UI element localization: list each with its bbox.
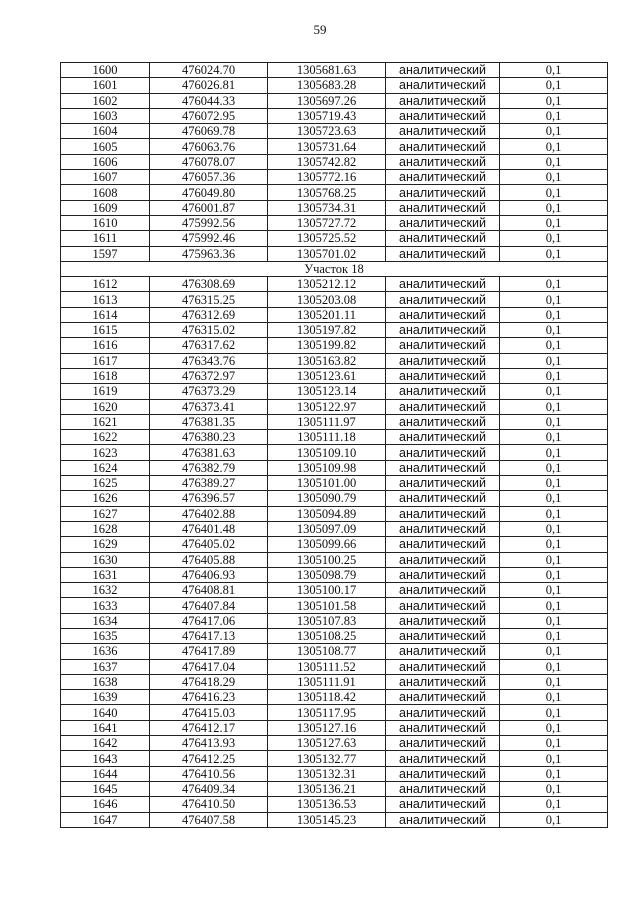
y-coordinate-cell: 1305118.42	[268, 690, 386, 705]
method-cell: аналитический	[386, 674, 500, 689]
method-cell: аналитический	[386, 521, 500, 536]
x-coordinate-cell: 476315.02	[150, 323, 268, 338]
point-number-cell: 1604	[61, 124, 150, 139]
accuracy-cell: 0,1	[500, 78, 608, 93]
accuracy-cell: 0,1	[500, 766, 608, 781]
point-number-cell: 1643	[61, 751, 150, 766]
x-coordinate-cell: 476417.89	[150, 644, 268, 659]
table-row	[61, 185, 608, 200]
x-coordinate-cell: 476026.81	[150, 78, 268, 93]
table-row	[61, 812, 608, 827]
accuracy-cell: 0,1	[500, 445, 608, 460]
coordinates-table	[60, 62, 608, 828]
y-coordinate-cell: 1305719.43	[268, 108, 386, 123]
accuracy-cell: 0,1	[500, 338, 608, 353]
table-row	[61, 583, 608, 598]
x-coordinate-cell: 476412.17	[150, 720, 268, 735]
y-coordinate-cell: 1305108.77	[268, 644, 386, 659]
y-coordinate-cell: 1305212.12	[268, 277, 386, 292]
accuracy-cell: 0,1	[500, 812, 608, 827]
y-coordinate-cell: 1305108.25	[268, 628, 386, 643]
point-number-cell: 1642	[61, 736, 150, 751]
method-cell: аналитический	[386, 537, 500, 552]
method-cell: аналитический	[386, 384, 500, 399]
accuracy-cell: 0,1	[500, 583, 608, 598]
y-coordinate-cell: 1305197.82	[268, 323, 386, 338]
method-cell: аналитический	[386, 491, 500, 506]
accuracy-cell: 0,1	[500, 751, 608, 766]
point-number-cell: 1602	[61, 93, 150, 108]
y-coordinate-cell: 1305201.11	[268, 307, 386, 322]
method-cell: аналитический	[386, 567, 500, 582]
table-row	[61, 277, 608, 292]
point-number-cell: 1630	[61, 552, 150, 567]
section-row	[61, 261, 608, 276]
point-number-cell: 1621	[61, 414, 150, 429]
table-row	[61, 307, 608, 322]
method-cell: аналитический	[386, 139, 500, 154]
y-coordinate-cell: 1305163.82	[268, 353, 386, 368]
point-number-cell: 1628	[61, 521, 150, 536]
x-coordinate-cell: 476410.56	[150, 766, 268, 781]
x-coordinate-cell: 476409.34	[150, 781, 268, 796]
y-coordinate-cell: 1305101.58	[268, 598, 386, 613]
table-row	[61, 445, 608, 460]
point-number-cell: 1620	[61, 399, 150, 414]
y-coordinate-cell: 1305734.31	[268, 200, 386, 215]
y-coordinate-cell: 1305109.10	[268, 445, 386, 460]
table-row	[61, 567, 608, 582]
x-coordinate-cell: 476407.58	[150, 812, 268, 827]
method-cell: аналитический	[386, 124, 500, 139]
accuracy-cell: 0,1	[500, 659, 608, 674]
accuracy-cell: 0,1	[500, 521, 608, 536]
table-row	[61, 705, 608, 720]
accuracy-cell: 0,1	[500, 154, 608, 169]
method-cell: аналитический	[386, 476, 500, 491]
y-coordinate-cell: 1305107.83	[268, 613, 386, 628]
x-coordinate-cell: 476401.48	[150, 521, 268, 536]
y-coordinate-cell: 1305145.23	[268, 812, 386, 827]
x-coordinate-cell: 476069.78	[150, 124, 268, 139]
point-number-cell: 1631	[61, 567, 150, 582]
coordinates-table-body	[61, 63, 608, 828]
table-row	[61, 231, 608, 246]
accuracy-cell: 0,1	[500, 720, 608, 735]
table-row	[61, 736, 608, 751]
accuracy-cell: 0,1	[500, 567, 608, 582]
method-cell: аналитический	[386, 736, 500, 751]
y-coordinate-cell: 1305203.08	[268, 292, 386, 307]
point-number-cell: 1597	[61, 246, 150, 261]
accuracy-cell: 0,1	[500, 353, 608, 368]
y-coordinate-cell: 1305101.00	[268, 476, 386, 491]
x-coordinate-cell: 476417.13	[150, 628, 268, 643]
point-number-cell: 1641	[61, 720, 150, 735]
method-cell: аналитический	[386, 598, 500, 613]
accuracy-cell: 0,1	[500, 690, 608, 705]
x-coordinate-cell: 476078.07	[150, 154, 268, 169]
table-row	[61, 751, 608, 766]
table-row	[61, 781, 608, 796]
point-number-cell: 1615	[61, 323, 150, 338]
point-number-cell: 1605	[61, 139, 150, 154]
section-title: Участок 18	[61, 261, 608, 276]
method-cell: аналитический	[386, 78, 500, 93]
point-number-cell: 1607	[61, 170, 150, 185]
y-coordinate-cell: 1305111.97	[268, 414, 386, 429]
point-number-cell: 1612	[61, 277, 150, 292]
accuracy-cell: 0,1	[500, 506, 608, 521]
x-coordinate-cell: 476402.88	[150, 506, 268, 521]
point-number-cell: 1616	[61, 338, 150, 353]
point-number-cell: 1646	[61, 797, 150, 812]
table-row	[61, 414, 608, 429]
accuracy-cell: 0,1	[500, 460, 608, 475]
table-row	[61, 215, 608, 230]
method-cell: аналитический	[386, 705, 500, 720]
y-coordinate-cell: 1305127.63	[268, 736, 386, 751]
method-cell: аналитический	[386, 200, 500, 215]
accuracy-cell: 0,1	[500, 63, 608, 78]
method-cell: аналитический	[386, 812, 500, 827]
method-cell: аналитический	[386, 506, 500, 521]
method-cell: аналитический	[386, 751, 500, 766]
x-coordinate-cell: 476405.88	[150, 552, 268, 567]
table-row	[61, 797, 608, 812]
y-coordinate-cell: 1305100.17	[268, 583, 386, 598]
x-coordinate-cell: 476343.76	[150, 353, 268, 368]
y-coordinate-cell: 1305111.91	[268, 674, 386, 689]
method-cell: аналитический	[386, 307, 500, 322]
y-coordinate-cell: 1305725.52	[268, 231, 386, 246]
accuracy-cell: 0,1	[500, 323, 608, 338]
x-coordinate-cell: 476049.80	[150, 185, 268, 200]
y-coordinate-cell: 1305099.66	[268, 537, 386, 552]
accuracy-cell: 0,1	[500, 537, 608, 552]
point-number-cell: 1603	[61, 108, 150, 123]
point-number-cell: 1626	[61, 491, 150, 506]
x-coordinate-cell: 476373.41	[150, 399, 268, 414]
table-row	[61, 323, 608, 338]
x-coordinate-cell: 476418.29	[150, 674, 268, 689]
accuracy-cell: 0,1	[500, 430, 608, 445]
method-cell: аналитический	[386, 108, 500, 123]
y-coordinate-cell: 1305097.09	[268, 521, 386, 536]
table-row	[61, 674, 608, 689]
point-number-cell: 1606	[61, 154, 150, 169]
y-coordinate-cell: 1305199.82	[268, 338, 386, 353]
point-number-cell: 1632	[61, 583, 150, 598]
y-coordinate-cell: 1305094.89	[268, 506, 386, 521]
method-cell: аналитический	[386, 185, 500, 200]
table-row	[61, 246, 608, 261]
x-coordinate-cell: 475992.46	[150, 231, 268, 246]
x-coordinate-cell: 476072.95	[150, 108, 268, 123]
y-coordinate-cell: 1305723.63	[268, 124, 386, 139]
method-cell: аналитический	[386, 690, 500, 705]
point-number-cell: 1619	[61, 384, 150, 399]
method-cell: аналитический	[386, 323, 500, 338]
y-coordinate-cell: 1305701.02	[268, 246, 386, 261]
y-coordinate-cell: 1305132.31	[268, 766, 386, 781]
method-cell: аналитический	[386, 644, 500, 659]
x-coordinate-cell: 476044.33	[150, 93, 268, 108]
x-coordinate-cell: 476312.69	[150, 307, 268, 322]
table-row	[61, 368, 608, 383]
table-row	[61, 690, 608, 705]
accuracy-cell: 0,1	[500, 231, 608, 246]
y-coordinate-cell: 1305683.28	[268, 78, 386, 93]
x-coordinate-cell: 476412.25	[150, 751, 268, 766]
method-cell: аналитический	[386, 170, 500, 185]
x-coordinate-cell: 476413.93	[150, 736, 268, 751]
x-coordinate-cell: 476417.04	[150, 659, 268, 674]
method-cell: аналитический	[386, 215, 500, 230]
method-cell: аналитический	[386, 628, 500, 643]
method-cell: аналитический	[386, 277, 500, 292]
table-row	[61, 644, 608, 659]
table-row	[61, 720, 608, 735]
table-row	[61, 552, 608, 567]
table-row	[61, 63, 608, 78]
accuracy-cell: 0,1	[500, 705, 608, 720]
x-coordinate-cell: 476407.84	[150, 598, 268, 613]
table-row	[61, 537, 608, 552]
method-cell: аналитический	[386, 460, 500, 475]
method-cell: аналитический	[386, 720, 500, 735]
y-coordinate-cell: 1305100.25	[268, 552, 386, 567]
table-row	[61, 78, 608, 93]
accuracy-cell: 0,1	[500, 736, 608, 751]
method-cell: аналитический	[386, 154, 500, 169]
point-number-cell: 1639	[61, 690, 150, 705]
accuracy-cell: 0,1	[500, 414, 608, 429]
accuracy-cell: 0,1	[500, 124, 608, 139]
method-cell: аналитический	[386, 368, 500, 383]
accuracy-cell: 0,1	[500, 277, 608, 292]
table-row	[61, 430, 608, 445]
point-number-cell: 1645	[61, 781, 150, 796]
y-coordinate-cell: 1305772.16	[268, 170, 386, 185]
x-coordinate-cell: 475963.36	[150, 246, 268, 261]
table-row	[61, 384, 608, 399]
table-row	[61, 628, 608, 643]
table-row	[61, 170, 608, 185]
y-coordinate-cell: 1305681.63	[268, 63, 386, 78]
x-coordinate-cell: 476408.81	[150, 583, 268, 598]
table-row	[61, 506, 608, 521]
method-cell: аналитический	[386, 659, 500, 674]
point-number-cell: 1635	[61, 628, 150, 643]
x-coordinate-cell: 476415.03	[150, 705, 268, 720]
page-number: 59	[313, 22, 327, 37]
point-number-cell: 1610	[61, 215, 150, 230]
method-cell: аналитический	[386, 231, 500, 246]
table-row	[61, 766, 608, 781]
accuracy-cell: 0,1	[500, 552, 608, 567]
x-coordinate-cell: 476381.63	[150, 445, 268, 460]
y-coordinate-cell: 1305123.61	[268, 368, 386, 383]
x-coordinate-cell: 476389.27	[150, 476, 268, 491]
point-number-cell: 1617	[61, 353, 150, 368]
point-number-cell: 1608	[61, 185, 150, 200]
accuracy-cell: 0,1	[500, 399, 608, 414]
accuracy-cell: 0,1	[500, 613, 608, 628]
y-coordinate-cell: 1305109.98	[268, 460, 386, 475]
y-coordinate-cell: 1305731.64	[268, 139, 386, 154]
point-number-cell: 1647	[61, 812, 150, 827]
accuracy-cell: 0,1	[500, 307, 608, 322]
accuracy-cell: 0,1	[500, 200, 608, 215]
accuracy-cell: 0,1	[500, 246, 608, 261]
x-coordinate-cell: 475992.56	[150, 215, 268, 230]
accuracy-cell: 0,1	[500, 108, 608, 123]
y-coordinate-cell: 1305127.16	[268, 720, 386, 735]
table-row	[61, 476, 608, 491]
method-cell: аналитический	[386, 292, 500, 307]
accuracy-cell: 0,1	[500, 93, 608, 108]
x-coordinate-cell: 476057.36	[150, 170, 268, 185]
accuracy-cell: 0,1	[500, 598, 608, 613]
y-coordinate-cell: 1305111.18	[268, 430, 386, 445]
table-row	[61, 93, 608, 108]
y-coordinate-cell: 1305098.79	[268, 567, 386, 582]
point-number-cell: 1627	[61, 506, 150, 521]
x-coordinate-cell: 476382.79	[150, 460, 268, 475]
point-number-cell: 1609	[61, 200, 150, 215]
x-coordinate-cell: 476001.87	[150, 200, 268, 215]
accuracy-cell: 0,1	[500, 674, 608, 689]
y-coordinate-cell: 1305123.14	[268, 384, 386, 399]
point-number-cell: 1601	[61, 78, 150, 93]
method-cell: аналитический	[386, 766, 500, 781]
method-cell: аналитический	[386, 583, 500, 598]
method-cell: аналитический	[386, 246, 500, 261]
table-row	[61, 154, 608, 169]
table-row	[61, 598, 608, 613]
point-number-cell: 1613	[61, 292, 150, 307]
method-cell: аналитический	[386, 414, 500, 429]
y-coordinate-cell: 1305132.77	[268, 751, 386, 766]
y-coordinate-cell: 1305697.26	[268, 93, 386, 108]
method-cell: аналитический	[386, 338, 500, 353]
y-coordinate-cell: 1305117.95	[268, 705, 386, 720]
x-coordinate-cell: 476381.35	[150, 414, 268, 429]
point-number-cell: 1624	[61, 460, 150, 475]
point-number-cell: 1614	[61, 307, 150, 322]
accuracy-cell: 0,1	[500, 185, 608, 200]
accuracy-cell: 0,1	[500, 781, 608, 796]
x-coordinate-cell: 476024.70	[150, 63, 268, 78]
point-number-cell: 1623	[61, 445, 150, 460]
table-row	[61, 108, 608, 123]
accuracy-cell: 0,1	[500, 797, 608, 812]
y-coordinate-cell: 1305090.79	[268, 491, 386, 506]
point-number-cell: 1636	[61, 644, 150, 659]
table-row	[61, 399, 608, 414]
accuracy-cell: 0,1	[500, 368, 608, 383]
x-coordinate-cell: 476416.23	[150, 690, 268, 705]
x-coordinate-cell: 476405.02	[150, 537, 268, 552]
y-coordinate-cell: 1305111.52	[268, 659, 386, 674]
point-number-cell: 1622	[61, 430, 150, 445]
y-coordinate-cell: 1305742.82	[268, 154, 386, 169]
point-number-cell: 1640	[61, 705, 150, 720]
accuracy-cell: 0,1	[500, 476, 608, 491]
y-coordinate-cell: 1305727.72	[268, 215, 386, 230]
x-coordinate-cell: 476063.76	[150, 139, 268, 154]
x-coordinate-cell: 476372.97	[150, 368, 268, 383]
point-number-cell: 1633	[61, 598, 150, 613]
x-coordinate-cell: 476410.50	[150, 797, 268, 812]
method-cell: аналитический	[386, 93, 500, 108]
x-coordinate-cell: 476406.93	[150, 567, 268, 582]
x-coordinate-cell: 476315.25	[150, 292, 268, 307]
x-coordinate-cell: 476373.29	[150, 384, 268, 399]
method-cell: аналитический	[386, 613, 500, 628]
table-row	[61, 124, 608, 139]
table-row	[61, 613, 608, 628]
table-row	[61, 521, 608, 536]
accuracy-cell: 0,1	[500, 170, 608, 185]
point-number-cell: 1618	[61, 368, 150, 383]
table-row	[61, 353, 608, 368]
accuracy-cell: 0,1	[500, 292, 608, 307]
accuracy-cell: 0,1	[500, 139, 608, 154]
x-coordinate-cell: 476317.62	[150, 338, 268, 353]
y-coordinate-cell: 1305122.97	[268, 399, 386, 414]
method-cell: аналитический	[386, 781, 500, 796]
table-row	[61, 460, 608, 475]
point-number-cell: 1625	[61, 476, 150, 491]
y-coordinate-cell: 1305768.25	[268, 185, 386, 200]
method-cell: аналитический	[386, 445, 500, 460]
method-cell: аналитический	[386, 552, 500, 567]
table-row	[61, 659, 608, 674]
table-row	[61, 491, 608, 506]
point-number-cell: 1611	[61, 231, 150, 246]
x-coordinate-cell: 476380.23	[150, 430, 268, 445]
x-coordinate-cell: 476396.57	[150, 491, 268, 506]
x-coordinate-cell: 476417.06	[150, 613, 268, 628]
method-cell: аналитический	[386, 399, 500, 414]
table-row	[61, 200, 608, 215]
point-number-cell: 1644	[61, 766, 150, 781]
accuracy-cell: 0,1	[500, 644, 608, 659]
method-cell: аналитический	[386, 63, 500, 78]
table-row	[61, 338, 608, 353]
y-coordinate-cell: 1305136.21	[268, 781, 386, 796]
table-row	[61, 292, 608, 307]
method-cell: аналитический	[386, 353, 500, 368]
accuracy-cell: 0,1	[500, 384, 608, 399]
y-coordinate-cell: 1305136.53	[268, 797, 386, 812]
accuracy-cell: 0,1	[500, 491, 608, 506]
method-cell: аналитический	[386, 430, 500, 445]
table-row	[61, 139, 608, 154]
x-coordinate-cell: 476308.69	[150, 277, 268, 292]
point-number-cell: 1637	[61, 659, 150, 674]
point-number-cell: 1638	[61, 674, 150, 689]
accuracy-cell: 0,1	[500, 628, 608, 643]
method-cell: аналитический	[386, 797, 500, 812]
point-number-cell: 1634	[61, 613, 150, 628]
accuracy-cell: 0,1	[500, 215, 608, 230]
point-number-cell: 1629	[61, 537, 150, 552]
point-number-cell: 1600	[61, 63, 150, 78]
